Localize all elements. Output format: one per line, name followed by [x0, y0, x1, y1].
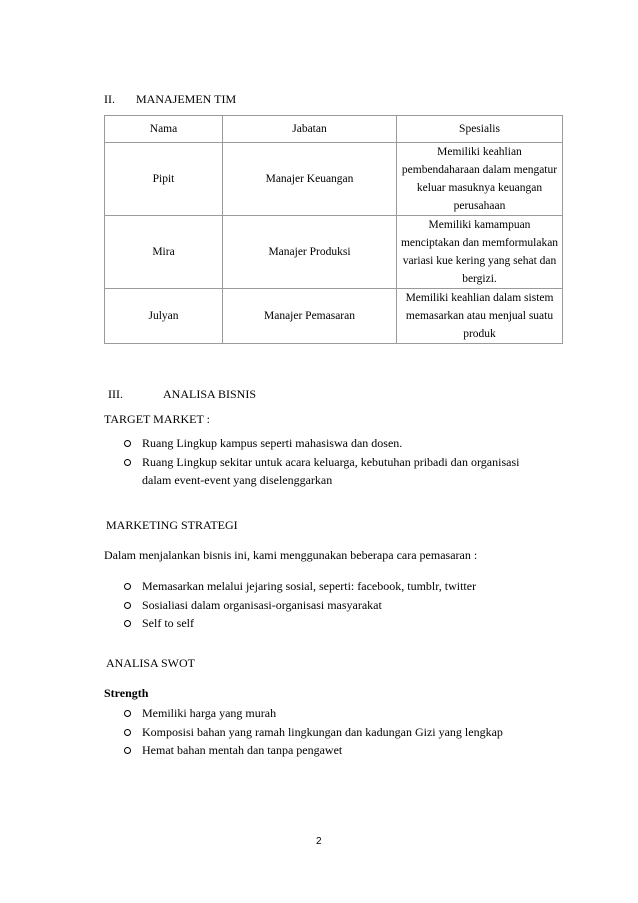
strength-label: Strength [104, 686, 149, 700]
list-item: Memiliki harga yang murah [120, 704, 503, 723]
list-item: Memasarkan melalui jejaring sosial, seperti: facebook, tumblr, twitter [120, 577, 476, 596]
list-item: Sosialiasi dalam organisasi-organisasi masyarakat [120, 596, 476, 615]
header-nama: Nama [105, 116, 223, 143]
marketing-intro: Dalam menjalankan bisnis ini, kami menggunakan beberapa cara pemasaran : [104, 548, 478, 562]
table-row [105, 216, 563, 289]
bullet-icon [124, 710, 131, 717]
cell-spesialis: Memiliki keahlian pembendaharaan dalam mengatur keluar masuknya keuangan perusahaan [397, 143, 563, 216]
bullet-icon [124, 602, 131, 609]
target-market-list [120, 434, 522, 490]
bullet-icon [124, 729, 131, 736]
section-2-title: MANAJEMEN TIM [136, 92, 237, 106]
team-table [104, 115, 563, 344]
swot-heading: ANALISA SWOT [106, 656, 195, 670]
cell-nama: Mira [105, 216, 223, 289]
list-item: Hemat bahan mentah dan tanpa pengawet [120, 741, 503, 760]
cell-nama: Julyan [105, 289, 223, 344]
bullet-icon [124, 747, 131, 754]
header-jabatan: Jabatan [223, 116, 397, 143]
list-item: Self to self [120, 614, 476, 633]
table-row [105, 143, 563, 216]
bullet-icon [124, 459, 131, 466]
bullet-icon [124, 583, 131, 590]
table-header-row [105, 116, 563, 143]
header-spesialis: Spesialis [397, 116, 563, 143]
table-row [105, 289, 563, 344]
section-2-number: II. [104, 92, 115, 106]
cell-jabatan: Manajer Produksi [223, 216, 397, 289]
cell-spesialis: Memiliki keahlian dalam sistem memasarkan atau menjual suatu produk [397, 289, 563, 344]
list-item: Ruang Lingkup kampus seperti mahasiswa dan dosen. [120, 434, 522, 453]
cell-jabatan: Manajer Keuangan [223, 143, 397, 216]
bullet-icon [124, 440, 131, 447]
section-3-number: III. [108, 387, 123, 401]
marketing-heading: MARKETING STRATEGI [106, 518, 238, 532]
cell-spesialis: Memiliki kamampuan menciptakan dan memformulakan variasi kue kering yang sehat dan bergizi. [397, 216, 563, 289]
bullet-icon [124, 620, 131, 627]
marketing-list [120, 577, 476, 633]
target-market-heading: TARGET MARKET : [104, 412, 210, 426]
page-number: 2 [316, 836, 322, 847]
list-item: Komposisi bahan yang ramah lingkungan dan kadungan Gizi yang lengkap [120, 723, 503, 742]
list-item: Ruang Lingkup sekitar untuk acara keluarga, kebutuhan pribadi dan organisasi dalam event-event yang diselenggarkan [120, 453, 522, 490]
cell-jabatan: Manajer Pemasaran [223, 289, 397, 344]
section-3-title: ANALISA BISNIS [163, 387, 257, 401]
cell-nama: Pipit [105, 143, 223, 216]
strength-list [120, 704, 503, 760]
